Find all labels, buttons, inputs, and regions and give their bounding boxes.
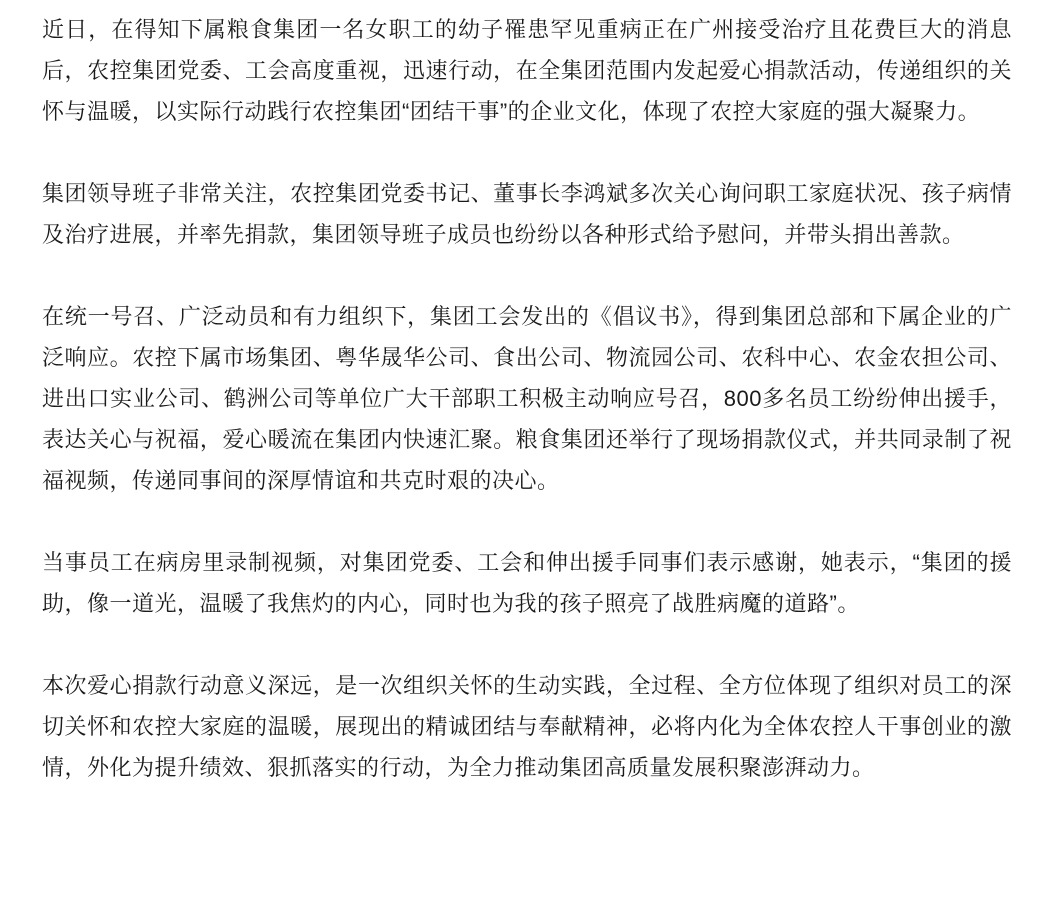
article-paragraph-4: 当事员工在病房里录制视频，对集团党委、工会和伸出援手同事们表示感谢，她表示，“集团的援助，像一道光，温暖了我焦灼的内心，同时也为我的孩子照亮了战胜病魔的道路”。: [42, 550, 1012, 616]
article-paragraph-3: 在统一号召、广泛动员和有力组织下，集团工会发出的《倡议书》，得到集团总部和下属企业的广泛响应。农控下属市场集团、粤华晟华公司、食出公司、物流园公司、农科中心、农金农担公司、进出口实业公司、鹤洲公司等单位广大干部职工积极主动响应号召，800多名员工纷纷伸出援手，表达关心与祝福，爱心暖流在集团内快速汇聚。粮食集团还举行了现场捐款仪式，并共同录制了祝福视频，传递同事间的深厚情谊和共克时艰的决心。: [42, 304, 1012, 493]
article-paragraph-2: 集团领导班子非常关注，农控集团党委书记、董事长李鸿斌多次关心询问职工家庭状况、孩子病情及治疗进展，并率先捐款，集团领导班子成员也纷纷以各种形式给予慰问，并带头捐出善款。: [42, 181, 1012, 247]
article-paragraph-1: 近日，在得知下属粮食集团一名女职工的幼子罹患罕见重病正在广州接受治疗且花费巨大的消息后，农控集团党委、工会高度重视，迅速行动，在全集团范围内发起爱心捐款活动，传递组织的关怀与温暖，以实际行动践行农控集团“团结干事”的企业文化，体现了农控大家庭的强大凝聚力。: [42, 17, 1012, 124]
article-paragraph-5: 本次爱心捐款行动意义深远，是一次组织关怀的生动实践，全过程、全方位体现了组织对员工的深切关怀和农控大家庭的温暖，展现出的精诚团结与奉献精神，必将内化为全体农控人干事创业的激情，外化为提升绩效、狠抓落实的行动，为全力推动集团高质量发展积聚澎湃动力。: [42, 673, 1012, 780]
